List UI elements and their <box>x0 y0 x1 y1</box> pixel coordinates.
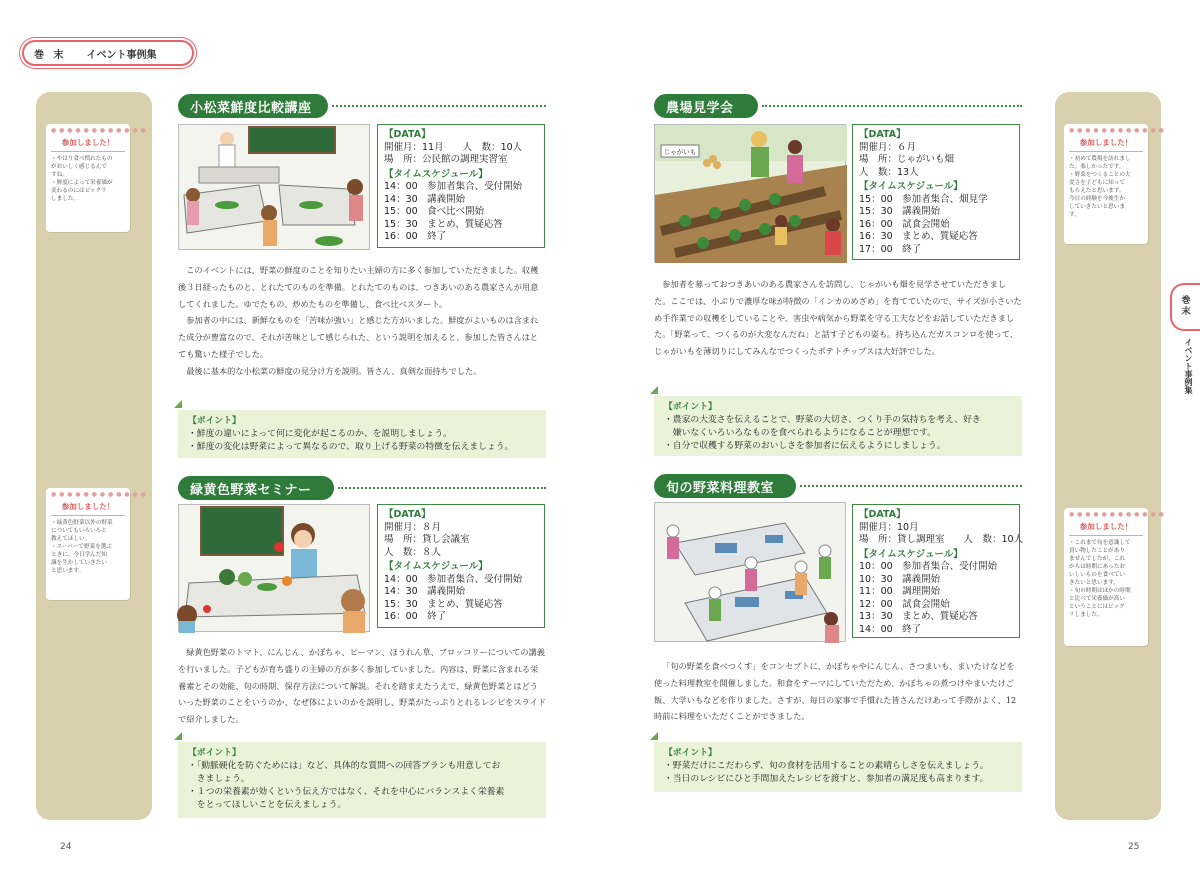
point-marker-icon <box>650 732 658 740</box>
schedule-row: 15：00 食べ比べ開始 <box>384 206 485 217</box>
data-row: 人 数：８人 <box>384 546 442 558</box>
note-body: ・やはり食べ慣れたもの がおいしく感じるんで すね。 ・鮮度によって栄養価が 変わるのにはビックリ しました。 <box>51 156 113 202</box>
note-card-left-bottom <box>46 488 147 600</box>
point-label: 【ポイント】 <box>664 402 717 412</box>
schedule-row: 12：00 試食会開始 <box>859 598 950 610</box>
data-label: 【DATA】 <box>859 509 906 520</box>
schedule-row: 15：30 まとめ、質疑応答 <box>384 218 503 230</box>
schedule-row: 13：30 まとめ、質疑応答 <box>859 611 978 622</box>
chapter-side-label: イベント事例集 <box>1184 338 1193 394</box>
schedule-row: 17：00 終了 <box>859 243 922 255</box>
body-paragraph: 緑黄色野菜のトマト、にんじん、かぼちゃ、ピーマン、ほうれん草、ブロッコリーについての講義を行いました。子どもが育ち盛りの主婦の方が多く参加していました。内容は、野菜に含まれる栄養素とその効能、旬の時期、保存方法について解説。それを踏まえたうえで、緑黄色野菜とはどういった野菜のことをいうのか、なぜ体によいのかを説明し、野菜がたっぷりとれるレシピをスライドで紹介しました。 <box>178 647 546 725</box>
page-number-left: 24 <box>60 842 72 852</box>
point-item: ・自分で収穫する野菜のおいしさを参加者に伝えるようにしましょう。 <box>664 441 946 451</box>
data-row: 場 所：公民館の調理実習室 <box>384 154 508 165</box>
point-item: ・当日のレシピにひと手間加えたレシピを渡すと、参加者の満足度も高まります。 <box>664 774 989 784</box>
section-title-rule <box>332 105 546 107</box>
section-title-text: 旬の野菜料理教室 <box>666 480 775 496</box>
section-body-text <box>178 644 546 728</box>
schedule-row: 15：00 参加者集合、畑見学 <box>859 193 988 205</box>
section-title <box>654 474 796 498</box>
event-data-box <box>852 504 1024 638</box>
point-label: 【ポイント】 <box>664 748 717 758</box>
note-dots: ● ● ● ● ● ● ● ● ● ● ● ● <box>51 127 147 134</box>
note-heading: 参加しました！ <box>1069 135 1143 152</box>
body-paragraph: 最後に基本的な小松菜の鮮度の見分け方を説明。皆さん、真剣な面持ちでした。 <box>186 365 482 376</box>
data-row: 場 所：貸し調理室 人 数：10人 <box>859 534 1024 545</box>
note-body: ・これまで旬を意識して 買い物したことがあり ませんでしたが、これ からは時期にあったお いしいものを食べてい きたいと思います。 ・旬の時期はほかの時期 と比べて栄養価が高い ということにはビック リしました。 <box>1069 540 1131 618</box>
note-dots: ● ● ● ● ● ● ● ● ● ● ● ● <box>1069 127 1165 134</box>
note-card-left-top <box>46 124 147 232</box>
chapter-side-tab <box>1170 283 1200 331</box>
note-body: ・初めて農場を訪れまし た。楽しかったです。 ・野菜をつくることの大 変さを子どもに知って もらえたと思います。 今日の経験を今後生か していきたいと思いま す。 <box>1069 156 1131 218</box>
note-heading: 参加しました！ <box>1069 519 1143 536</box>
point-box <box>178 410 546 458</box>
note-heading: 参加しました！ <box>51 499 125 516</box>
data-label: 【DATA】 <box>384 509 431 520</box>
illustration-vegetable-seminar <box>178 504 370 632</box>
point-marker-icon <box>174 732 182 740</box>
point-item: ・鮮度の違いによって何に変化が起こるのか、を説明しましょう。 <box>188 429 452 439</box>
chapter-header-tab <box>22 40 194 66</box>
body-paragraph: 「旬の野菜を食べつくす」をコンセプトに、かぼちゃやにんじん、さつまいも、まいたけなどを使った料理教室を開催しました。和食をテーマにしていただため、かぼちゃの煮つけやまいたけご飯、大学いもなどを作りました。さすが、毎日の家事で手慣れた皆さんだけあって手際がよく、12時前に料理をいただくことができました。 <box>654 661 1017 722</box>
schedule-row: 15：30 まとめ、質疑応答 <box>384 598 503 610</box>
schedule-row: 14：30 講義開始 <box>384 586 466 597</box>
chapter-title: イベント事例集 <box>86 49 157 61</box>
event-data-box <box>377 504 545 628</box>
data-row: 開催月：11月 人 数：10人 <box>384 141 523 153</box>
chapter-prefix: 巻 末 <box>34 49 67 61</box>
body-paragraph: 参加者の中には、新鮮なものを「苦味が強い」と感じた方がいました。鮮度がよいものは含まれた成分が豊富なので、それが苦味として感じられた、という説明を加えると、参加した皆さんはとても驚いた様子でした。 <box>178 315 539 359</box>
point-label: 【ポイント】 <box>188 748 241 758</box>
schedule-label: 【タイムスケジュール】 <box>384 561 488 572</box>
point-marker-icon <box>174 400 182 408</box>
event-data-box <box>377 124 545 248</box>
schedule-row: 15：30 講義開始 <box>859 206 941 217</box>
section-title-rule <box>338 487 546 489</box>
data-row: 開催月：６月 <box>859 141 917 153</box>
data-row: 人 数：13人 <box>859 166 919 178</box>
section-title-text: 小松菜鮮度比較講座 <box>190 100 312 116</box>
schedule-row: 16：00 試食会開始 <box>859 218 950 230</box>
point-box <box>654 742 1022 792</box>
side-tab-char-2: 末 <box>1181 307 1191 317</box>
section-body-text <box>654 276 1022 360</box>
schedule-row: 10：30 講義開始 <box>859 573 941 585</box>
note-card-right-bottom <box>1064 508 1165 646</box>
section-title <box>178 476 334 500</box>
data-row: 場 所：じゃがいも畑 <box>859 154 955 165</box>
schedule-label: 【タイムスケジュール】 <box>859 548 963 560</box>
field-sign-text: じゃがいも <box>663 148 697 156</box>
schedule-row: 14：00 参加者集合、受付開始 <box>384 573 523 585</box>
schedule-row: 11：00 調理開始 <box>859 586 941 597</box>
section-title-text: 農場見学会 <box>666 100 734 116</box>
data-label: 【DATA】 <box>384 129 431 140</box>
body-paragraph: 参加者を募っておつきあいのある農家さんを訪問し、じゃがいも畑を見学させていただきました。ここでは、小ぶりで濃厚な味が特徴の「インカのめざめ」を育てていたので、サイズが小さいため手作業での収穫をしていることや、害虫や病気から野菜を守る工夫などをお話していただきました。「野菜って、つくるのが大変なんだね」と話す子どもの姿も。持ち込んだガスコンロを使って、じゃがいもを薄切りにしてみんなでつくったポテトチップスは大好評でした。 <box>654 279 1022 357</box>
section-title-text: 緑黄色野菜セミナー <box>190 482 312 498</box>
schedule-row: 14：30 講義開始 <box>384 193 466 205</box>
data-label: 【DATA】 <box>859 129 906 140</box>
data-row: 開催月：８月 <box>384 521 442 533</box>
schedule-label: 【タイムスケジュール】 <box>384 168 488 180</box>
illustration-cooking-classroom <box>654 502 846 642</box>
illustration-farm-tour <box>654 124 846 262</box>
section-title-rule <box>762 105 1022 107</box>
schedule-label: 【タイムスケジュール】 <box>859 181 963 192</box>
data-row: 場 所：貸し会議室 <box>384 534 470 545</box>
point-item: ・農家の大変さを伝えることで、野菜の大切さ、つくり手の気持ちを考え、好き 嫌いなくいろいろなものを食べられるようになることが理想です。 <box>664 415 981 438</box>
note-body: ・緑黄色野菜以外の野菜 についてもいろいろと 教えてほしい。 ・スーパーで野菜を選ぶ ときに、今日学んだ知 識を生かしていきたい と思います。 <box>51 520 113 574</box>
note-card-right-top <box>1064 124 1165 244</box>
point-box <box>178 742 546 818</box>
page-number-right: 25 <box>1128 842 1140 852</box>
schedule-row: 10：00 参加者集合、受付開始 <box>859 561 998 572</box>
point-item: ・１つの栄養素が効くという伝え方ではなく、それを中心にバランスよく栄養素 をとってほしいことを伝えましょう。 <box>188 787 505 810</box>
point-item: ・野菜だけにこだわらず、旬の食材を活用することの素晴らしさを伝えましょう。 <box>664 761 989 771</box>
schedule-row: 16：00 終了 <box>384 231 447 242</box>
note-dots: ● ● ● ● ● ● ● ● ● ● ● ● <box>51 491 147 498</box>
section-title <box>654 94 758 118</box>
point-item: ・「動脈硬化を防ぐためには」など、具体的な質問への回答プランも用意してお きましょう。 <box>188 761 501 784</box>
point-label: 【ポイント】 <box>188 416 241 426</box>
point-box <box>654 396 1022 456</box>
side-tab-char-1: 巻 <box>1181 296 1191 306</box>
section-title <box>178 94 328 118</box>
data-row: 開催月：10月 <box>859 521 919 533</box>
section-title-rule <box>800 485 1022 487</box>
schedule-row: 14：00 参加者集合、受付開始 <box>384 181 523 192</box>
schedule-row: 16：30 まとめ、質疑応答 <box>859 231 978 242</box>
note-heading: 参加しました！ <box>51 135 125 152</box>
body-paragraph: このイベントには、野菜の鮮度のことを知りたい主婦の方に多く参加していただきました。収穫後３日経ったものと、とれたてのものを準備。とれたてのものは、つきあいのある農家さんが用意してくれました。ゆでたもの、炒めたものを準備し、食べ比べスタート。 <box>178 265 539 309</box>
point-marker-icon <box>650 386 658 394</box>
schedule-row: 16：00 終了 <box>384 611 447 622</box>
section-body-text <box>654 658 1022 725</box>
note-dots: ● ● ● ● ● ● ● ● ● ● ● ● <box>1069 511 1165 518</box>
schedule-row: 14：00 終了 <box>859 623 922 635</box>
section-body-text <box>178 262 546 380</box>
event-data-box <box>852 124 1020 260</box>
point-item: ・鮮度の変化は野菜によって異なるので、取り上げる野菜の特徴を伝えましょう。 <box>188 442 514 452</box>
illustration-cooking-class <box>178 124 370 250</box>
